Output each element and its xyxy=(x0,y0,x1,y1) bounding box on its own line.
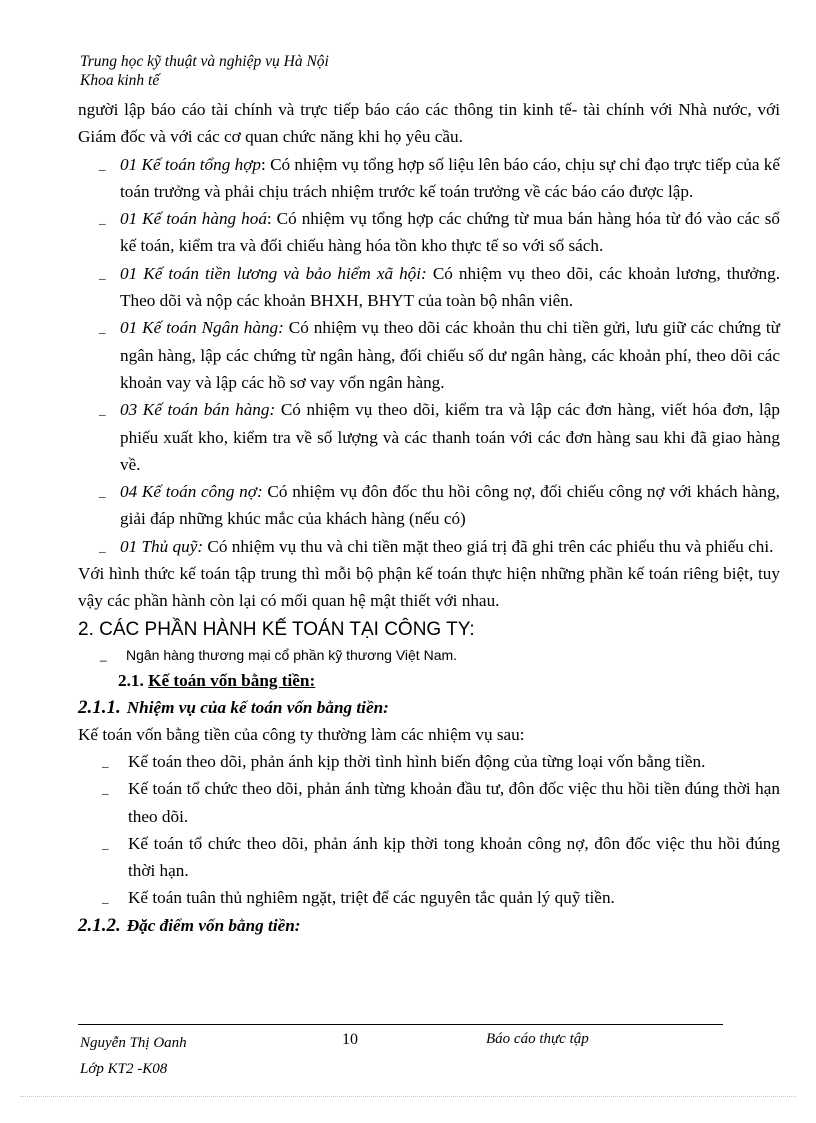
item-lead: 01 Kế toán Ngân hàng: xyxy=(120,318,284,338)
list-item xyxy=(78,478,780,533)
subsection-number: 2.1. xyxy=(118,670,144,690)
item-lead: 01 Thủ quỹ: xyxy=(120,536,204,556)
list-item xyxy=(78,260,780,315)
item-text: : Có nhiệm vụ tổng hợp số liệu lên báo cáo, chịu sự chỉ đạo trực tiếp của kế toán trưởng và phải chịu trách nhiệm trước kế toán trưởng về các báo cáo được lập. xyxy=(120,154,780,201)
list-item xyxy=(78,396,780,478)
item-lead: 03 Kế toán bán hàng: xyxy=(120,400,276,420)
list-item xyxy=(78,314,780,396)
bullet-dash-icon: _ xyxy=(102,890,109,906)
task-text: Kế toán tổ chức theo dõi, phản ánh kịp thời tong khoản công nợ, đôn đốc việc thu hồi đúng thời hạn. xyxy=(128,833,780,881)
section-heading: 2. CÁC PHẦN HÀNH KẾ TOÁN TẠI CÔNG TY: xyxy=(78,618,475,640)
bullet-dash-icon: _ xyxy=(99,265,106,281)
list-item xyxy=(78,533,780,560)
bullet-dash-icon: _ xyxy=(99,538,106,554)
page-header xyxy=(80,52,329,90)
task-item xyxy=(78,830,780,885)
task-item xyxy=(78,775,780,830)
subsection-heading xyxy=(78,667,780,694)
task-text: Kế toán tuân thủ nghiêm ngặt, triệt để các nguyên tắc quản lý quỹ tiền. xyxy=(128,888,615,908)
bullet-dash-icon: _ xyxy=(99,402,106,418)
task-item xyxy=(78,748,780,775)
item-text: : Có nhiệm vụ tổng hợp các chứng từ mua bán hàng hóa từ đó vào các sổ kế toán, kiểm tra và đối chiếu hàng hóa tồn kho thực tế so với sổ sách. xyxy=(120,209,780,256)
bank-item xyxy=(78,643,780,667)
summary-paragraph: Với hình thức kế toán tập trung thì mỗi bộ phận kế toán thực hiện những phần kế toán riêng biệt, tuy vậy các phần hành còn lại có mối quan hệ mật thiết với nhau. xyxy=(78,564,780,611)
item-text: Có nhiệm vụ theo dõi các khoản thu chi tiền gửi, lưu giữ các chứng từ ngân hàng, lập các chứng từ ngân hàng, đối chiếu số dư ngân hàng, các khoản phí, theo dõi các khoản vay và lập các hồ sơ vay vốn ngân hàng. xyxy=(120,318,780,392)
footer-divider xyxy=(78,1024,723,1025)
bullet-dash-icon: _ xyxy=(100,647,107,662)
bank-item-text: Ngân hàng thương mại cổ phần kỹ thương Việt Nam. xyxy=(126,646,458,663)
subsubsection-heading xyxy=(78,912,780,939)
item-text: Có nhiệm vụ thu và chi tiền mặt theo giá trị đã ghi trên các phiếu thu và phiếu chi. xyxy=(203,536,774,556)
bullet-dash-icon: _ xyxy=(99,156,106,172)
footer-doc-title: Báo cáo thực tập xyxy=(486,1031,589,1047)
document-body xyxy=(78,96,780,939)
list-item xyxy=(78,151,780,206)
item-text: Có nhiệm vụ theo dõi, các khoản lương, thưởng. Theo dõi và nộp các khoản BHXH, BHYT của toàn bộ nhân viên. xyxy=(120,263,780,311)
subsection-title: Kế toán vốn bằng tiền: xyxy=(148,670,316,690)
subsubsection-heading xyxy=(78,694,780,721)
school-name: Trung học kỹ thuật và nghiệp vụ Hà Nội xyxy=(80,53,329,70)
item-lead: 04 Kế toán công nợ: xyxy=(120,482,263,502)
footer-author-block xyxy=(80,1030,187,1082)
subsubsection-title: Nhiệm vụ của kế toán vốn bằng tiền: xyxy=(126,697,389,717)
bullet-dash-icon: _ xyxy=(99,320,106,336)
item-lead: 01 Kế toán tiền lương và bảo hiểm xã hội: xyxy=(120,263,427,283)
item-text: Có nhiệm vụ đôn đốc thu hồi công nợ, đối chiếu công nợ với khách hàng, giải đáp những khúc mắc của khách hàng (nếu có) xyxy=(120,482,780,529)
subsubsection-number: 2.1.2. xyxy=(78,914,121,936)
item-lead: 01 Kế toán tổng hợp xyxy=(120,154,261,174)
faculty-name: Khoa kinh tế xyxy=(80,72,160,89)
item-lead: 01 Kế toán hàng hoá xyxy=(120,209,267,229)
bullet-dash-icon: _ xyxy=(99,211,106,227)
subsubsection-number: 2.1.1. xyxy=(78,696,121,718)
list-item xyxy=(78,205,780,260)
bullet-dash-icon: _ xyxy=(102,835,109,851)
bullet-dash-icon: _ xyxy=(99,484,106,500)
tasks-intro: Kế toán vốn bằng tiền của công ty thường làm các nhiệm vụ sau: xyxy=(78,724,525,744)
page-bottom-border xyxy=(20,1096,796,1097)
task-text: Kế toán tổ chức theo dõi, phản ánh từng khoản đầu tư, đôn đốc việc thu hồi tiền đúng thời hạn theo dõi. xyxy=(128,779,780,826)
footer-author: Nguyễn Thị Oanh xyxy=(80,1035,187,1051)
task-item xyxy=(78,884,780,911)
page-number: 10 xyxy=(342,1031,358,1048)
task-text: Kế toán theo dõi, phản ánh kịp thời tình hình biến động của từng loại vốn bằng tiền. xyxy=(128,751,706,771)
bullet-dash-icon: _ xyxy=(102,753,109,769)
subsubsection-title: Đặc điểm vốn bằng tiền: xyxy=(126,915,301,935)
footer-class: Lớp KT2 -K08 xyxy=(80,1061,168,1077)
intro-paragraph: người lập báo cáo tài chính và trực tiếp báo cáo các thông tin kinh tế- tài chính với Nhà nước, với Giám đốc và với các cơ quan chức năng khi họ yêu cầu. xyxy=(78,100,780,147)
bullet-dash-icon: _ xyxy=(102,781,109,797)
item-text: Có nhiệm vụ theo dõi, kiểm tra và lập các đơn hàng, viết hóa đơn, lập phiếu xuất kho, kiểm tra về số lượng và các thanh toán với các đơn hàng sau khi đã giao hàng về. xyxy=(120,400,780,474)
